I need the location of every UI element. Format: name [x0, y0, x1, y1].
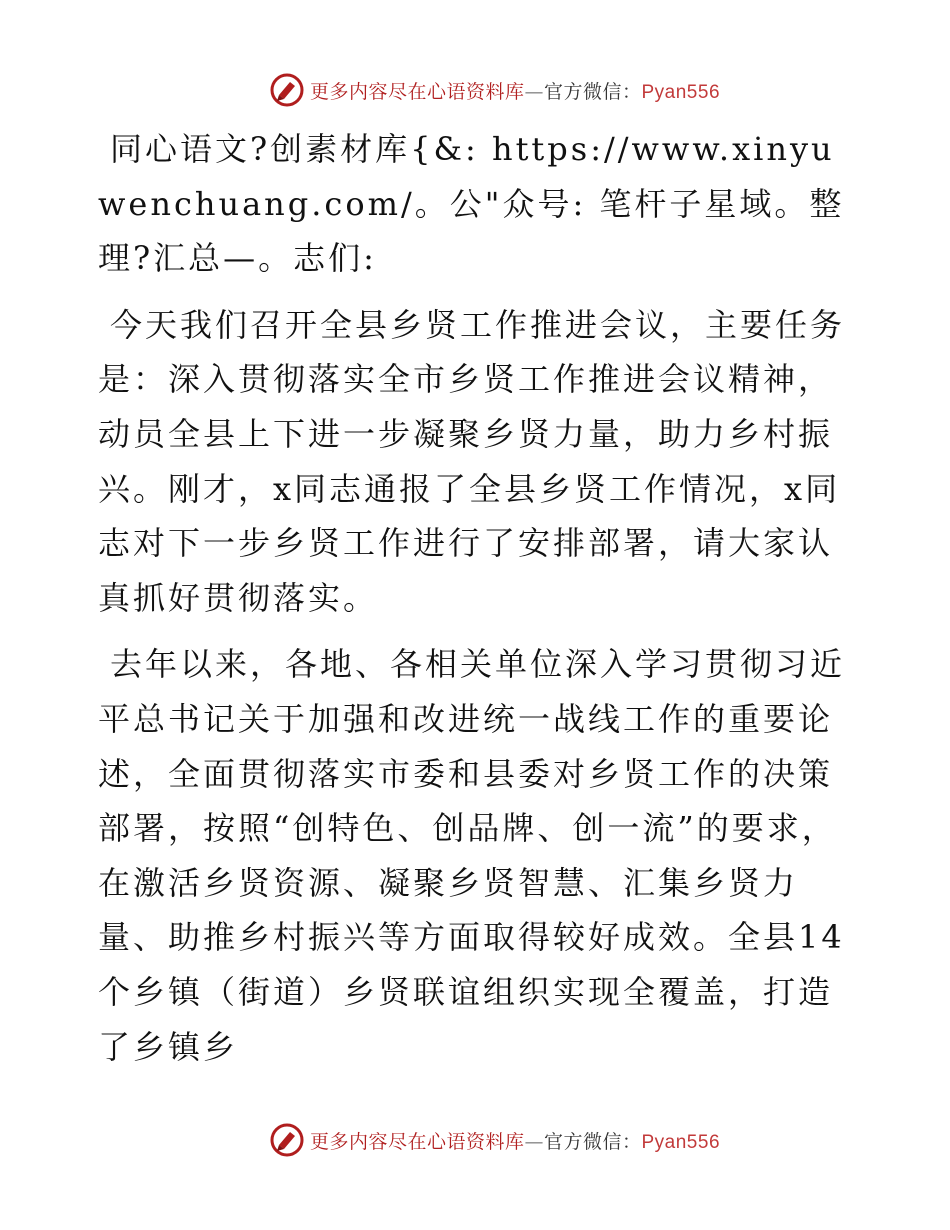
- wechat-id: Pyan556: [641, 81, 721, 103]
- wechat-label: 官方微信：: [543, 1130, 642, 1153]
- site-name-text: 更多内容尽在心语资料库: [309, 1130, 525, 1153]
- footer-watermark-text: [310, 1127, 720, 1154]
- brand-logo-icon: [270, 73, 304, 107]
- wechat-id: Pyan556: [641, 1131, 721, 1153]
- paragraph-achievements: 去年以来，各地、各相关单位深入学习贯彻习近平总书记关于加强和改进统一战线工作的重要论述，全面贯彻落实市委和县委对乡贤工作的决策部署，按照“创特色、创品牌、创一流”的要求，在激活乡贤资源、凝聚乡贤智慧、汇集乡贤力量、助推乡村振兴等方面取得较好成效。全县14个乡镇（街道）乡贤联谊组织实现全覆盖，打造了乡镇乡: [98, 645, 846, 1066]
- document-body: [98, 122, 858, 1086]
- site-name-text: 更多内容尽在心语资料库: [309, 80, 525, 103]
- paragraph-meeting-task: 今天我们召开全县乡贤工作推进会议，主要任务是：深入贯彻落实全市乡贤工作推进会议精神，动员全县上下进一步凝聚乡贤力量，助力乡村振兴。刚才，x同志通报了全县乡贤工作情况，x同志对下一步乡贤工作进行了安排部署，请大家认真抓好贯彻落实。: [98, 305, 846, 617]
- brand-logo-icon: [270, 1123, 304, 1157]
- header-watermark-text: [310, 77, 720, 104]
- paragraph-intro: 同心语文?创素材库{&: https://www.xinyuwenchuang.com/。公"众号: 笔杆子星域。整理?汇总—。志们:: [98, 130, 845, 278]
- wechat-label: 官方微信：: [543, 80, 642, 103]
- dash-separator: —: [524, 80, 544, 103]
- footer-watermark-banner: [0, 1120, 950, 1160]
- dash-separator: —: [524, 1130, 544, 1153]
- footer-watermark-inner: [270, 1123, 720, 1157]
- header-watermark-banner: [0, 70, 950, 110]
- header-watermark-inner: [270, 73, 720, 107]
